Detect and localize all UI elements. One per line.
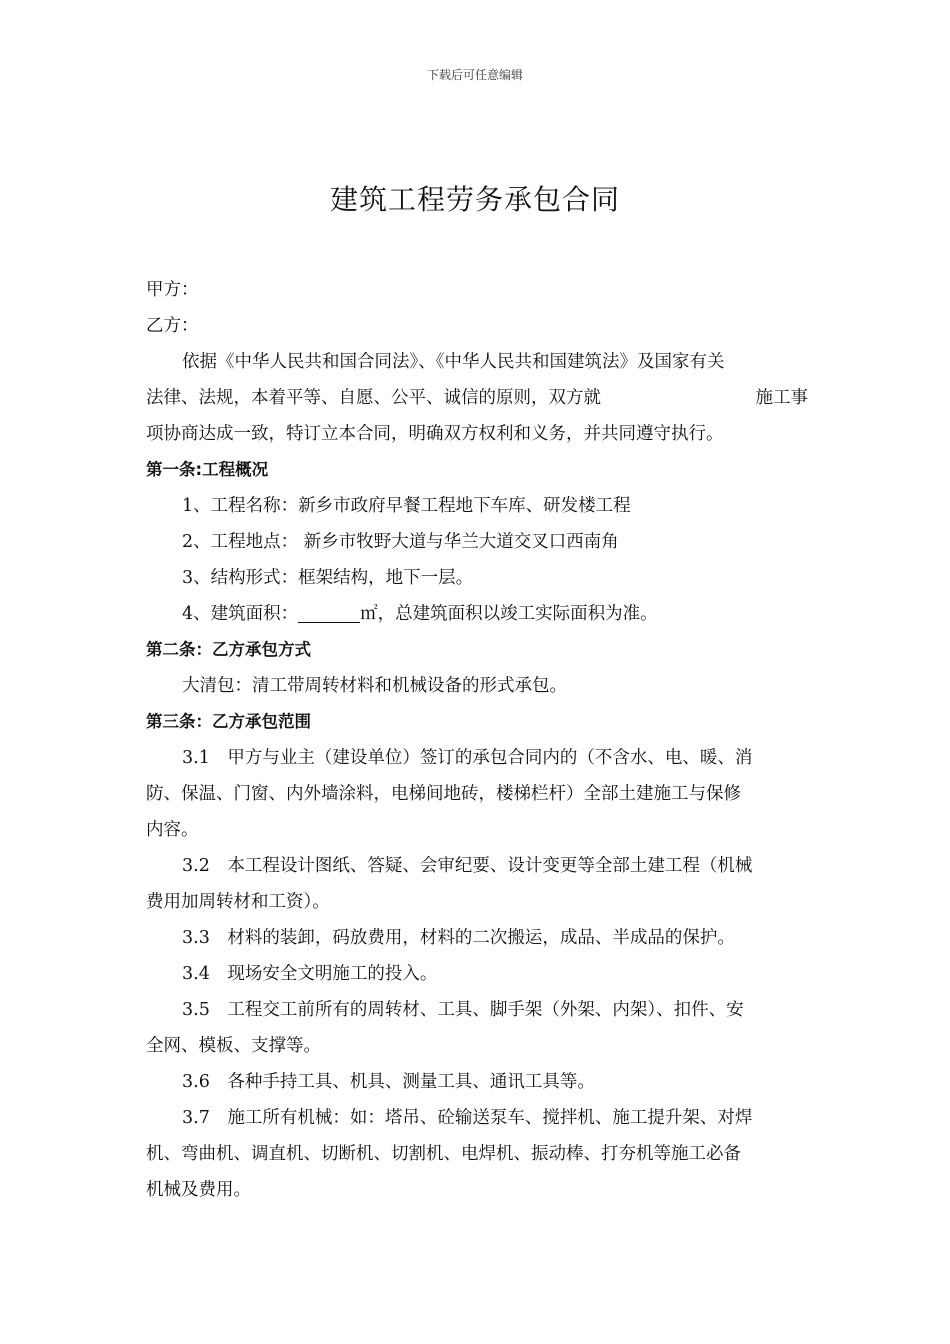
party-b-label: 乙方： [146,316,199,336]
clause-3-7-line-2: 机、弯曲机、调直机、切断机、切割机、电焊机、振动棒、打夯机等施工必备 [146,1144,741,1164]
article-3-heading: 第三条：乙方承包范围 [146,712,311,731]
project-name: 1、工程名称：新乡市政府早餐工程地下车库、研发楼工程 [182,496,631,516]
building-area-label: 4、建筑面积： [182,604,299,624]
clause-3-6: 3.6 各种手持工具、机具、测量工具、通讯工具等。 [182,1072,595,1092]
project-location: 2、工程地点： 新乡市牧野大道与华兰大道交叉口西南角 [182,532,619,552]
article-2-heading: 第二条：乙方承包方式 [146,640,311,659]
clause-3-5-line-2: 全网、模板、支撑等。 [146,1036,321,1056]
article-1-heading: 第一条:工程概况 [146,460,269,479]
building-area-note: ㎡，总建筑面积以竣工实际面积为准。 [360,604,658,624]
page-header: 下载后可任意编辑 [426,68,523,82]
clause-3-3: 3.3 材料的装卸，码放费用，材料的二次搬运，成品、半成品的保护。 [182,928,735,948]
clause-3-5-line-1: 3.5 工程交工前所有的周转材、工具、脚手架（外架、内架）、扣件、安 [182,1000,744,1020]
party-a-label: 甲方： [146,280,199,300]
intro-line-1: 依据《中华人民共和国合同法》、《中华人民共和国建筑法》及国家有关 [182,352,725,372]
clause-3-7-line-3: 机械及费用。 [146,1180,251,1200]
clause-3-1-line-2: 防、保温、门窗、内外墙涂料，电梯间地砖，楼梯栏杆）全部土建施工与保修 [146,784,741,804]
clause-3-1-line-1: 3.1 甲方与业主（建设单位）签订的承包合同内的（不含水、电、暖、消 [182,748,753,768]
document-title: 建筑工程劳务承包合同 [329,183,620,216]
clause-3-1-line-3: 内容。 [146,820,199,840]
clause-3-4: 3.4 现场安全文明施工的投入。 [182,964,438,984]
clause-3-2-line-2: 费用加周转材和工资）。 [146,892,330,912]
document-body [146,272,808,1208]
clause-3-7-line-1: 3.7 施工所有机械：如：塔吊、砼输送泵车、搅拌机、施工提升架、对焊 [182,1108,753,1128]
contract-mode: 大清包：清工带周转材料和机械设备的形式承包。 [182,676,567,696]
area-blank-field [298,600,360,623]
clause-3-2-line-1: 3.2 本工程设计图纸、答疑、会审纪要、设计变更等全部土建工程（机械 [182,856,753,876]
intro-line-2-start: 法律、法规，本着平等、自愿、公平、诚信的原则，双方就 [146,388,601,408]
intro-line-2-end: 施工事 [755,388,808,408]
intro-line-3: 项协商达成一致，特订立本合同，明确双方权利和义务，并共同遵守执行。 [146,424,724,444]
intro-line-2 [146,380,808,416]
structure-type: 3、结构形式：框架结构，地下一层。 [182,568,474,588]
building-area [146,596,808,632]
